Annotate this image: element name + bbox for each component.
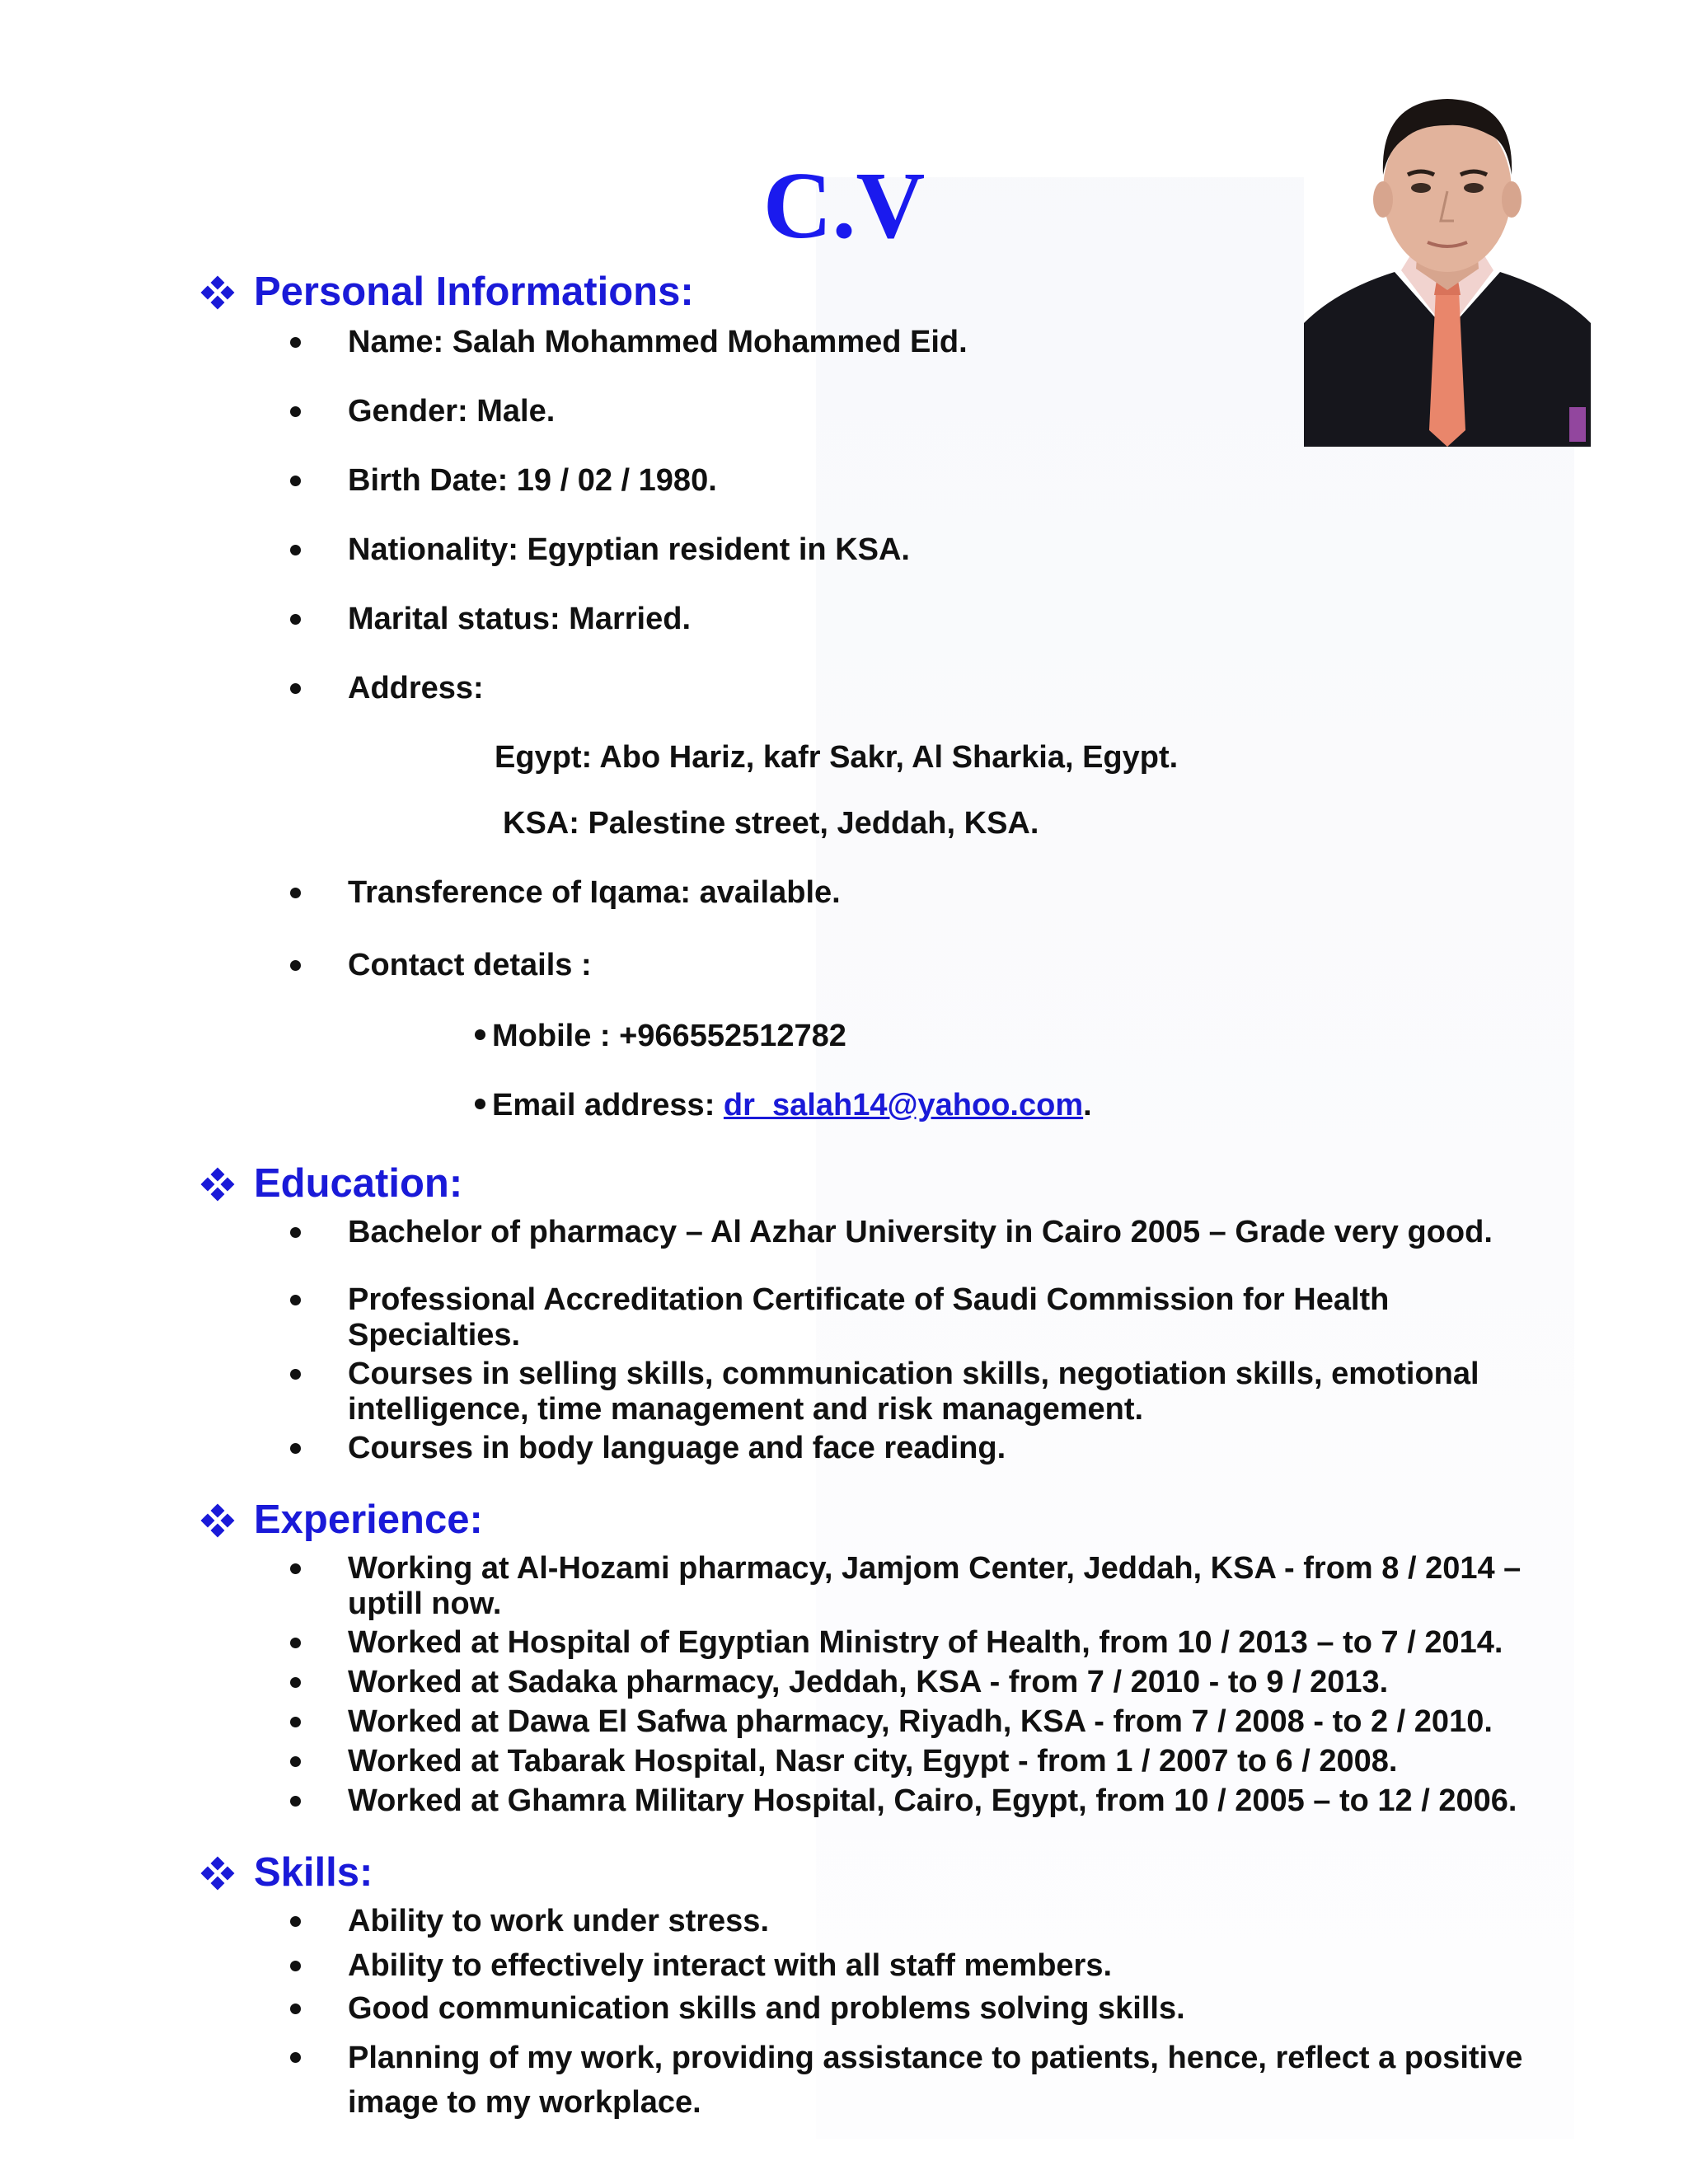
diamond-bullet-icon — [201, 1857, 234, 1890]
list-item — [297, 1215, 1566, 1250]
education-item: Professional Accreditation Certificate of Saudi Commission for Health Specialties. — [348, 1282, 1390, 1352]
address-label: Address: — [348, 671, 484, 705]
list-item — [297, 1282, 1566, 1353]
bullet-icon — [290, 1916, 301, 1927]
list-item — [297, 2036, 1566, 2125]
education-item: Courses in body language and face reading. — [348, 1431, 1006, 1465]
experience-heading-text: Experience: — [254, 1497, 483, 1542]
list-item — [297, 325, 1566, 360]
experience-item: Worked at Dawa El Safwa pharmacy, Riyadh, KSA - from 7 / 2008 - to 2 / 2010. — [348, 1704, 1493, 1739]
experience-item: Worked at Hospital of Egyptian Ministry of Health, from 10 / 2013 – to 7 / 2014. — [348, 1625, 1503, 1660]
list-item — [297, 1431, 1566, 1466]
list-item — [297, 532, 1566, 568]
experience-item: Working at Al-Hozami pharmacy, Jamjom Center, Jeddah, KSA - from 8 / 2014 – uptill now. — [348, 1551, 1522, 1621]
list-item — [297, 394, 1566, 429]
bullet-icon — [290, 2004, 301, 2014]
bullet-icon — [475, 1029, 485, 1040]
list-item — [297, 1904, 1566, 1939]
list-item — [297, 1625, 1566, 1661]
bullet-icon — [290, 1796, 301, 1807]
experience-item: Worked at Sadaka pharmacy, Jeddah, KSA - from 7 / 2010 - to 9 / 2013. — [348, 1665, 1389, 1699]
bullet-icon — [290, 614, 301, 625]
personal-heading-text: Personal Informations: — [254, 269, 694, 314]
bullet-icon — [290, 1369, 301, 1380]
list-item — [297, 1783, 1566, 1819]
section-heading-education — [201, 1161, 463, 1206]
list-item — [297, 1357, 1566, 1427]
skill-item: Ability to work under stress. — [348, 1904, 769, 1938]
education-item: Bachelor of pharmacy – Al Azhar University in Cairo 2005 – Grade very good. — [348, 1215, 1493, 1249]
mobile-text: Mobile : +966552512782 — [492, 1019, 846, 1053]
bullet-icon — [290, 888, 301, 898]
education-heading-text: Education: — [254, 1161, 463, 1206]
education-item: Courses in selling skills, communication skills, negotiation skills, emotional intelligence, time management and risk management. — [348, 1357, 1479, 1427]
experience-item: Worked at Ghamra Military Hospital, Cairo, Egypt, from 10 / 2005 – to 12 / 2006. — [348, 1783, 1517, 1818]
iqama-text: Transference of Iqama: available. — [348, 875, 841, 910]
bullet-icon — [290, 1227, 301, 1238]
email-line — [475, 1088, 1092, 1123]
skills-heading-text: Skills: — [254, 1850, 373, 1895]
bullet-icon — [290, 406, 301, 417]
list-item — [297, 671, 1566, 706]
page-title: C.V — [762, 153, 926, 259]
list-item — [297, 1551, 1566, 1622]
diamond-bullet-icon — [201, 276, 234, 309]
list-item — [297, 1704, 1566, 1740]
bullet-icon — [290, 2052, 301, 2063]
list-item — [297, 948, 1566, 983]
bullet-icon — [290, 1961, 301, 1971]
email-suffix: . — [1083, 1088, 1092, 1122]
bullet-icon — [290, 683, 301, 694]
contact-label: Contact details : — [348, 948, 592, 982]
section-heading-skills — [201, 1850, 373, 1895]
birth-date-text: Birth Date: 19 / 02 / 1980. — [348, 463, 717, 498]
skill-item: Good communication skills and problems solving skills. — [348, 1991, 1185, 2026]
nationality-text: Nationality: Egyptian resident in KSA. — [348, 532, 910, 567]
section-heading-personal — [201, 269, 694, 314]
diamond-bullet-icon — [201, 1504, 234, 1537]
list-item — [297, 875, 1566, 911]
list-item — [297, 1665, 1566, 1700]
bullet-icon — [290, 1443, 301, 1454]
gender-text: Gender: Male. — [348, 394, 556, 429]
experience-item: Worked at Tabarak Hospital, Nasr city, Egypt - from 1 / 2007 to 6 / 2008. — [348, 1744, 1398, 1779]
bullet-icon — [290, 1295, 301, 1305]
bullet-icon — [290, 1677, 301, 1688]
skill-item: Planning of my work, providing assistance to patients, hence, reflect a positive image to my workplace. — [348, 2041, 1523, 2120]
bullet-icon — [290, 476, 301, 486]
bullet-icon — [290, 1756, 301, 1767]
skill-item: Ability to effectively interact with all staff members. — [348, 1948, 1113, 1983]
bullet-icon — [290, 337, 301, 348]
bullet-icon — [290, 1717, 301, 1727]
email-link[interactable]: dr_salah14@yahoo.com — [723, 1088, 1084, 1122]
email-label: Email address: — [492, 1088, 724, 1122]
address-egypt-text: Egypt: Abo Hariz, kafr Sakr, Al Sharkia, Egypt. — [495, 740, 1179, 775]
bullet-icon — [290, 1638, 301, 1648]
bullet-icon — [290, 1563, 301, 1574]
profile-photo — [1304, 84, 1591, 447]
marital-status-text: Marital status: Married. — [348, 602, 691, 636]
mobile-line — [475, 1019, 846, 1054]
name-text: Name: Salah Mohammed Mohammed Eid. — [348, 325, 968, 359]
bullet-icon — [475, 1099, 485, 1109]
list-item — [297, 463, 1566, 499]
list-item — [297, 1744, 1566, 1779]
section-heading-experience — [201, 1497, 483, 1542]
bullet-icon — [290, 545, 301, 555]
address-ksa-text: KSA: Palestine street, Jeddah, KSA. — [503, 806, 1039, 841]
diamond-bullet-icon — [201, 1168, 234, 1201]
list-item — [297, 1948, 1566, 1984]
list-item — [297, 602, 1566, 637]
list-item — [297, 1991, 1566, 2027]
bullet-icon — [290, 960, 301, 971]
